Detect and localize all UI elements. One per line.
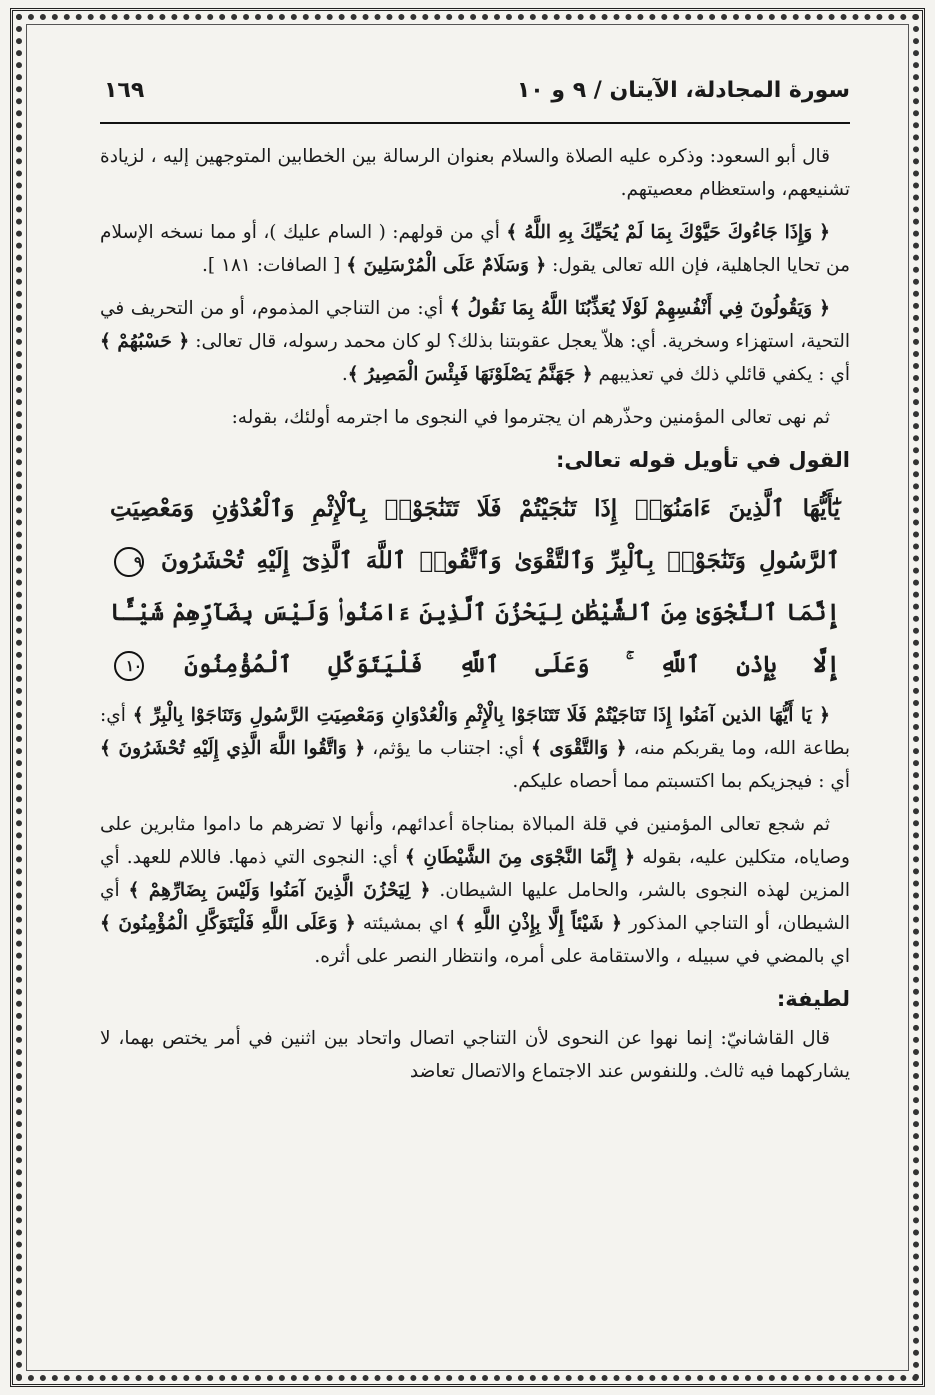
commentary-text: ثم شجع تعالى المؤمنين في قلة المبالاة بمناجاة أعدائهم، وأنها لا تضرهم ما داموا مثابرين على وصاياه، متكلين عليه، بقوله bbox=[100, 814, 850, 868]
paragraph-6 bbox=[100, 808, 850, 973]
ayah-number-9: ٩ bbox=[114, 547, 144, 577]
paragraph-2 bbox=[100, 216, 850, 282]
commentary-text: اي بمشيئته bbox=[355, 913, 456, 934]
quran-quote: ﴿ وَاتَّقُوا اللَّهَ الَّذِي إِلَيْهِ تُحْشَرُونَ ﴾ bbox=[100, 738, 366, 759]
paragraph-4: ثم نهى تعالى المؤمنين وحذّرهم ان يجترموا في النجوى ما اجترمه أولئك، بقوله: bbox=[231, 407, 830, 428]
commentary-text: أي: اجتناب ما يؤثم، bbox=[365, 738, 531, 759]
quran-quote: ﴿ حَسْبُهُمْ ﴾ bbox=[100, 331, 190, 352]
verse-text-10: إِنَّمَا ٱلنَّجْوَىٰ مِنَ ٱلشَّيْطَٰنِ لِيَحْزُنَ ٱلَّذِينَ ءَامَنُوا۟ وَلَيْسَ بِضَآرِّهِمْ شَيْـًٔا إِلَّا بِإِذْنِ ٱللَّهِ ۚ وَعَلَى ٱللَّهِ فَلْيَتَوَكَّلِ ٱلْمُؤْمِنُونَ bbox=[110, 599, 840, 678]
quran-quote: ﴿ وَسَلَامٌ عَلَى الْمُرْسَلِينَ ﴾ bbox=[346, 255, 547, 276]
commentary-text: أي : يكفي قائلي ذلك في تعذيبهم bbox=[592, 364, 850, 385]
quran-verse-block bbox=[110, 483, 840, 691]
quran-quote: ﴿ جَهَنَّمُ يَصْلَوْنَهَا فَبِئْسَ الْمَصِيرُ ﴾ bbox=[347, 364, 593, 385]
quran-quote: ﴿ يَا أَيُّهَا الذين آمَنُوا إِذَا تَنَاجَيْتُمْ فَلَا تَتَنَاجَوْا بِالْإِثْمِ وَالْعُدْوَانِ وَمَعْصِيَتِ الرَّسُولِ وَتَنَاجَوْا بِالْبِرِّ ﴾ bbox=[132, 705, 830, 726]
commentary-text: أي من قولهم: ( السام عليك )، أو مما نسخه الإسلام من تحايا الجاهلية، فإن الله تعالى يقول: bbox=[100, 222, 850, 276]
section-heading: القول في تأويل قوله تعالى: bbox=[556, 448, 850, 472]
subsection-heading: لطيفة: bbox=[776, 987, 850, 1011]
quran-quote: ﴿ لِيَحْزُنَ الَّذِينَ آمَنُوا وَلَيْسَ بِضَارِّهِمْ ﴾ bbox=[128, 880, 431, 901]
paragraph-1: قال أبو السعود: وذكره عليه الصلاة والسلام بعنوان الرسالة بين الخطابين المتوجهين إليه ، لزيادة تشنيعهم، واستعظام معصيتهم. bbox=[100, 146, 850, 200]
commentary-text: أي : فيجزيكم بما اكتسبتم مما أحصاه عليكم. bbox=[512, 771, 850, 792]
commentary-text: أي الشيطان، أو التناجي المذكور bbox=[100, 880, 850, 934]
page-body bbox=[100, 140, 850, 1098]
ayah-number-10: ١٠ bbox=[114, 651, 144, 681]
page-header bbox=[100, 76, 850, 124]
quran-quote: ﴿ وَالتَّقْوَى ﴾ bbox=[530, 738, 627, 759]
citation: [ الصافات: ١٨١ ]. bbox=[202, 255, 347, 276]
quran-quote: ﴿ إِنَّمَا النَّجْوَى مِنَ الشَّيْطَانِ ﴾ bbox=[404, 847, 636, 868]
running-title: سورة المجادلة، الآيتان / ٩ و ١٠ bbox=[516, 78, 850, 103]
paragraph-3 bbox=[100, 292, 850, 391]
verse-text-9: يَٰٓأَيُّهَا ٱلَّذِينَ ءَامَنُوٓا۟ إِذَا تَنَٰجَيْتُمْ فَلَا تَتَنَٰجَوْا۟ بِٱلْإِثْمِ وَٱلْعُدْوَٰنِ وَمَعْصِيَتِ ٱلرَّسُولِ وَتَنَٰجَوْا۟ بِٱلْبِرِّ وَٱلتَّقْوَىٰ وَٱتَّقُوا۟ ٱللَّهَ ٱلَّذِىٓ إِلَيْهِ تُحْشَرُونَ bbox=[110, 495, 840, 574]
paragraph-7: قال القاشانيّ: إنما نهوا عن النحوى لأن التناجي اتصال واتحاد بين اثنين في أمر يختص بهما، لا يشاركهما فيه ثالث. وللنفوس عند الاجتماع والاتصال تعاضد bbox=[100, 1028, 850, 1082]
quran-quote: ﴿ وَعَلَى اللَّهِ فَلْيَتَوَكَّلِ الْمُؤْمِنُونَ ﴾ bbox=[100, 913, 356, 934]
commentary-text: أي: بطاعة الله، وما يقربكم منه، bbox=[100, 705, 850, 759]
commentary-text: اي بالمضي في سبيله ، والاستقامة على أمره، وانتظار النصر على أثره. bbox=[314, 946, 850, 967]
commentary-text: . bbox=[341, 364, 348, 385]
commentary-text: أي: النجوى التي ذمها. فاللام للعهد. أي المزين لهذه النجوى بالشر، والحامل عليها الشيطان. bbox=[100, 847, 850, 901]
quran-quote: ﴿ وَيَقُولُونَ فِي أَنْفُسِهِمْ لَوْلَا يُعَذِّبُنَا اللَّهُ بِمَا نَقُولُ ﴾ bbox=[449, 298, 830, 319]
page-number: ١٦٩ bbox=[104, 78, 145, 103]
commentary-text: أي: من التناجي المذموم، أو من التحريف في التحية، استهزاء وسخرية. أي: هلاّ يعجل عقوبتنا بذلك؟ لو كان محمد رسوله، قال تعالى: bbox=[100, 298, 850, 352]
paragraph-5 bbox=[100, 699, 850, 798]
quran-quote: ﴿ وَإِذَا جَاءُوكَ حَيَّوْكَ بِمَا لَمْ يُحَيِّكَ بِهِ اللَّهُ ﴾ bbox=[506, 222, 830, 243]
quran-quote: ﴿ شَيْئاً إِلَّا بِإِذْنِ اللَّهِ ﴾ bbox=[455, 913, 622, 934]
